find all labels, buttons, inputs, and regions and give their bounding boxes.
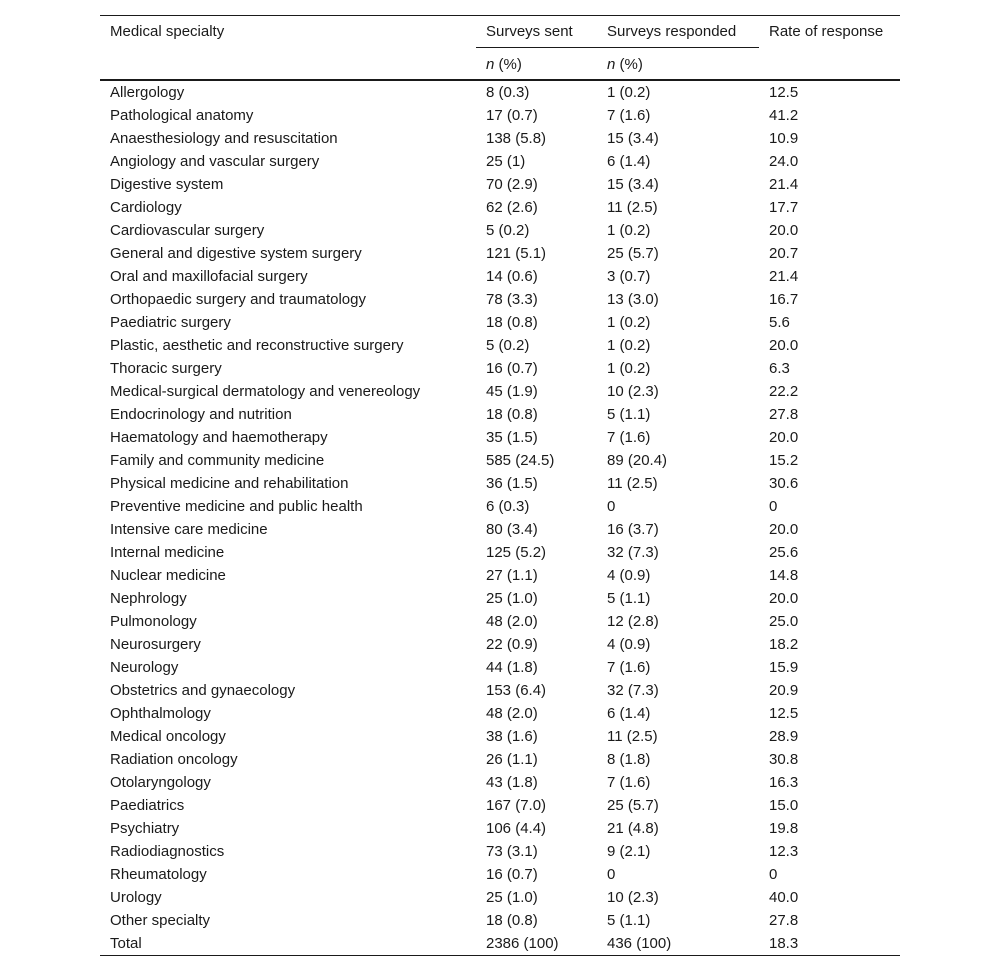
cell-rate: 15.0 [769,796,799,814]
cell-specialty: Paediatrics [110,796,185,814]
cell-rate: 15.9 [769,658,799,676]
cell-specialty: Cardiovascular surgery [110,221,265,239]
cell-surveys-responded: 11 (2.5) [607,727,658,745]
cell-surveys-responded: 5 (1.1) [607,405,651,423]
cell-rate: 5.6 [769,313,790,331]
cell-surveys-responded: 32 (7.3) [607,543,659,561]
survey-response-table [100,15,900,956]
header-surveys-sent: Surveys sent [476,16,597,48]
table-row [100,840,900,863]
table-row [100,173,900,196]
table-header [100,16,900,80]
header-surveys-responded: Surveys responded [597,16,759,48]
table-row [100,564,900,587]
cell-surveys-sent: 106 (4.4) [486,819,547,837]
table-row [100,748,900,771]
table-row [100,909,900,932]
cell-specialty: Pathological anatomy [110,106,254,124]
table-row [100,587,900,610]
cell-specialty: Otolaryngology [110,773,211,791]
cell-specialty: Preventive medicine and public health [110,497,363,515]
cell-rate: 27.8 [769,911,799,929]
cell-rate: 20.0 [769,336,799,354]
table-row [100,426,900,449]
cell-rate: 41.2 [769,106,799,124]
cell-rate: 20.0 [769,589,799,607]
table-row [100,242,900,265]
cell-specialty: Nuclear medicine [110,566,226,584]
cell-surveys-responded: 7 (1.6) [607,106,651,124]
cell-surveys-sent: 80 (3.4) [486,520,538,538]
table-row [100,794,900,817]
table-row [100,150,900,173]
header-rate-of-response: Rate of response [759,16,900,80]
cell-surveys-sent: 16 (0.7) [486,359,538,377]
total-cell-rate: 18.3 [759,932,900,956]
cell-surveys-responded: 11 (2.5) [607,198,658,216]
cell-surveys-responded: 9 (2.1) [607,842,651,860]
n-label: n [486,56,495,73]
cell-specialty: Radiodiagnostics [110,842,225,860]
cell-surveys-sent: 5 (0.2) [486,336,530,354]
cell-surveys-responded: 1 (0.2) [607,359,651,377]
cell-surveys-responded: 6 (1.4) [607,704,651,722]
cell-surveys-responded: 25 (5.7) [607,244,659,262]
header-row-1 [100,16,900,48]
cell-specialty: Nephrology [110,589,187,607]
cell-rate: 20.0 [769,428,799,446]
cell-surveys-sent: 25 (1) [486,152,526,170]
header-specialty: Medical specialty [100,16,476,80]
cell-rate: 18.2 [769,635,799,653]
cell-surveys-responded: 7 (1.6) [607,658,651,676]
cell-specialty: Allergology [110,83,185,101]
table-row [100,334,900,357]
cell-surveys-responded: 0 [607,497,616,515]
table-row [100,380,900,403]
cell-specialty: Plastic, aesthetic and reconstructive surgery [110,336,404,354]
cell-surveys-sent: 45 (1.9) [486,382,538,400]
cell-surveys-sent: 78 (3.3) [486,290,538,308]
cell-surveys-responded: 4 (0.9) [607,566,651,584]
cell-surveys-sent: 26 (1.1) [486,750,538,768]
survey-response-table-container [100,15,900,956]
cell-rate: 17.7 [769,198,799,216]
cell-specialty: Endocrinology and nutrition [110,405,292,423]
table-row [100,495,900,518]
cell-specialty: Neurology [110,658,179,676]
cell-rate: 20.0 [769,221,799,239]
cell-surveys-sent: 6 (0.3) [486,497,530,515]
cell-specialty: Neurosurgery [110,635,201,653]
cell-rate: 21.4 [769,267,799,285]
cell-specialty: Digestive system [110,175,224,193]
cell-rate: 12.3 [769,842,799,860]
pct-label: (%) [498,56,522,73]
cell-surveys-sent: 70 (2.9) [486,175,538,193]
table-row [100,863,900,886]
cell-surveys-sent: 38 (1.6) [486,727,538,745]
cell-specialty: Oral and maxillofacial surgery [110,267,308,285]
cell-surveys-responded: 6 (1.4) [607,152,651,170]
cell-rate: 12.5 [769,83,799,101]
cell-specialty: Obstetrics and gynaecology [110,681,296,699]
table-row [100,127,900,150]
cell-specialty: Urology [110,888,162,906]
cell-specialty: Anaesthesiology and resuscitation [110,129,338,147]
table-row [100,633,900,656]
cell-surveys-responded: 89 (20.4) [607,451,668,469]
cell-rate: 40.0 [769,888,799,906]
cell-rate: 19.8 [769,819,799,837]
cell-rate: 20.7 [769,244,799,262]
cell-specialty: Pulmonology [110,612,197,630]
cell-specialty: Haematology and haemotherapy [110,428,328,446]
cell-rate: 10.9 [769,129,799,147]
cell-specialty: Family and community medicine [110,451,325,469]
cell-surveys-responded: 10 (2.3) [607,382,659,400]
total-cell-surveys-sent: 2386 (100) [476,932,597,956]
table-row [100,265,900,288]
cell-surveys-responded: 5 (1.1) [607,589,651,607]
cell-surveys-responded: 11 (2.5) [607,474,658,492]
table-row [100,771,900,794]
cell-rate: 16.3 [769,773,799,791]
table-row [100,472,900,495]
cell-surveys-responded: 4 (0.9) [607,635,651,653]
cell-surveys-responded: 5 (1.1) [607,911,651,929]
cell-surveys-responded: 0 [607,865,616,883]
cell-surveys-responded: 15 (3.4) [607,175,659,193]
table-row [100,656,900,679]
n-label: n [607,56,616,73]
cell-surveys-responded: 25 (5.7) [607,796,659,814]
table-row [100,886,900,909]
cell-surveys-sent: 18 (0.8) [486,911,538,929]
cell-surveys-sent: 138 (5.8) [486,129,547,147]
cell-specialty: Rheumatology [110,865,207,883]
table-row [100,104,900,127]
cell-specialty: Thoracic surgery [110,359,222,377]
cell-rate: 15.2 [769,451,799,469]
cell-surveys-responded: 7 (1.6) [607,773,651,791]
cell-surveys-sent: 585 (24.5) [486,451,555,469]
table-row [100,288,900,311]
cell-surveys-sent: 36 (1.5) [486,474,538,492]
cell-specialty: Intensive care medicine [110,520,268,538]
cell-rate: 14.8 [769,566,799,584]
table-row [100,541,900,564]
cell-surveys-responded: 1 (0.2) [607,313,651,331]
header-sent-unit [476,48,597,80]
cell-surveys-sent: 48 (2.0) [486,704,538,722]
table-row [100,80,900,104]
cell-rate: 16.7 [769,290,799,308]
cell-surveys-sent: 18 (0.8) [486,313,538,331]
cell-specialty: Angiology and vascular surgery [110,152,320,170]
total-cell-specialty: Total [100,932,476,956]
cell-rate: 22.2 [769,382,799,400]
cell-rate: 28.9 [769,727,799,745]
table-row [100,725,900,748]
table-row [100,702,900,725]
cell-surveys-sent: 16 (0.7) [486,865,538,883]
cell-surveys-sent: 27 (1.1) [486,566,538,584]
cell-specialty: Other specialty [110,911,211,929]
cell-surveys-responded: 16 (3.7) [607,520,659,538]
cell-surveys-responded: 13 (3.0) [607,290,659,308]
cell-surveys-sent: 14 (0.6) [486,267,538,285]
cell-surveys-responded: 1 (0.2) [607,221,651,239]
cell-rate: 30.6 [769,474,799,492]
table-body [100,80,900,956]
cell-rate: 25.0 [769,612,799,630]
cell-specialty: Paediatric surgery [110,313,231,331]
table-row [100,817,900,840]
cell-surveys-sent: 153 (6.4) [486,681,547,699]
cell-surveys-sent: 44 (1.8) [486,658,538,676]
cell-surveys-sent: 121 (5.1) [486,244,547,262]
cell-specialty: Psychiatry [110,819,180,837]
cell-surveys-sent: 43 (1.8) [486,773,538,791]
cell-rate: 12.5 [769,704,799,722]
cell-surveys-responded: 7 (1.6) [607,428,651,446]
cell-surveys-responded: 21 (4.8) [607,819,659,837]
table-row [100,403,900,426]
cell-specialty: Orthopaedic surgery and traumatology [110,290,366,308]
cell-surveys-sent: 8 (0.3) [486,83,530,101]
cell-surveys-sent: 17 (0.7) [486,106,538,124]
table-row [100,311,900,334]
table-row [100,610,900,633]
cell-surveys-sent: 22 (0.9) [486,635,538,653]
cell-surveys-responded: 10 (2.3) [607,888,659,906]
cell-surveys-sent: 167 (7.0) [486,796,547,814]
cell-surveys-sent: 48 (2.0) [486,612,538,630]
cell-rate: 25.6 [769,543,799,561]
cell-specialty: Medical oncology [110,727,226,745]
cell-specialty: General and digestive system surgery [110,244,362,262]
cell-surveys-sent: 25 (1.0) [486,888,538,906]
cell-rate: 0 [769,497,778,515]
cell-specialty: Ophthalmology [110,704,211,722]
cell-surveys-responded: 3 (0.7) [607,267,651,285]
cell-rate: 6.3 [769,359,790,377]
cell-surveys-sent: 125 (5.2) [486,543,547,561]
cell-surveys-sent: 18 (0.8) [486,405,538,423]
cell-rate: 0 [769,865,778,883]
cell-surveys-sent: 5 (0.2) [486,221,530,239]
cell-specialty: Medical-surgical dermatology and venereology [110,382,421,400]
cell-specialty: Internal medicine [110,543,225,561]
cell-surveys-sent: 25 (1.0) [486,589,538,607]
cell-surveys-responded: 32 (7.3) [607,681,659,699]
cell-surveys-responded: 1 (0.2) [607,336,651,354]
cell-surveys-sent: 62 (2.6) [486,198,538,216]
pct-label: (%) [619,56,643,73]
cell-rate: 27.8 [769,405,799,423]
table-row [100,357,900,380]
cell-rate: 20.0 [769,520,799,538]
table-row [100,219,900,242]
table-row [100,196,900,219]
table-row [100,679,900,702]
cell-surveys-responded: 15 (3.4) [607,129,659,147]
table-row [100,518,900,541]
cell-surveys-responded: 8 (1.8) [607,750,651,768]
cell-rate: 20.9 [769,681,799,699]
cell-surveys-responded: 1 (0.2) [607,83,651,101]
cell-specialty: Cardiology [110,198,182,216]
cell-surveys-responded: 12 (2.8) [607,612,659,630]
cell-surveys-sent: 73 (3.1) [486,842,538,860]
cell-specialty: Radiation oncology [110,750,238,768]
total-row [100,932,900,956]
table-row [100,449,900,472]
header-responded-unit [597,48,759,80]
cell-specialty: Physical medicine and rehabilitation [110,474,349,492]
cell-rate: 21.4 [769,175,799,193]
total-cell-surveys-responded: 436 (100) [597,932,759,956]
cell-rate: 30.8 [769,750,799,768]
cell-rate: 24.0 [769,152,799,170]
cell-surveys-sent: 35 (1.5) [486,428,538,446]
